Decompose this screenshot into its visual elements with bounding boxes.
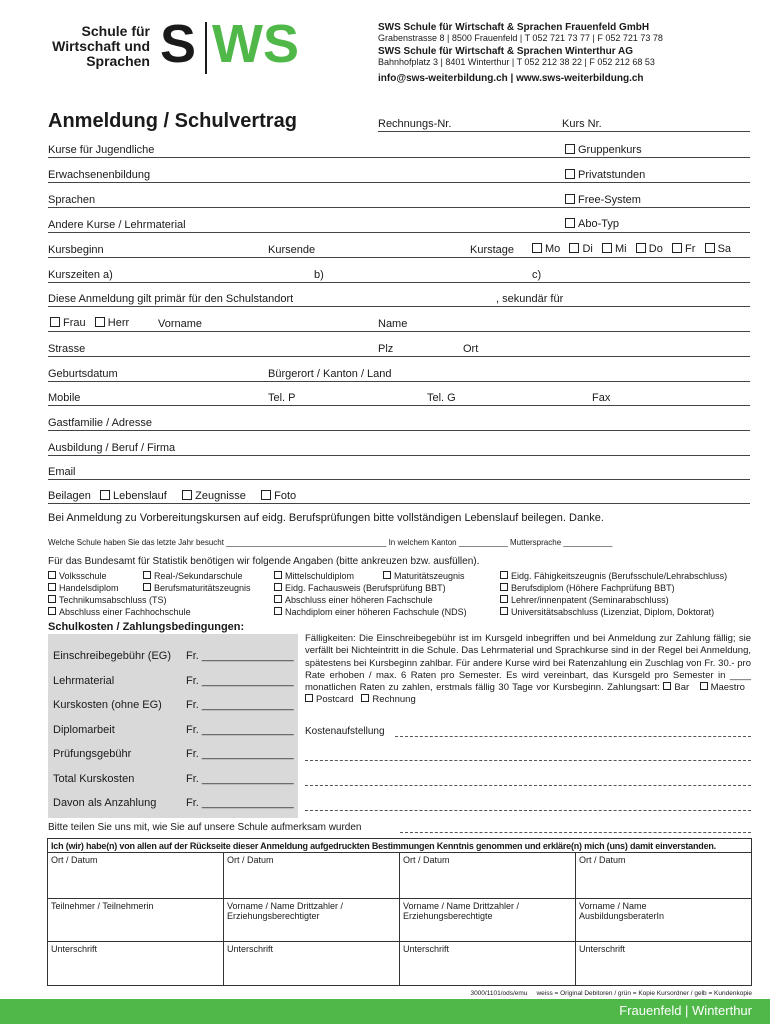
fr-field[interactable]: Fr. _______________ (186, 650, 294, 662)
sig-cell[interactable] (223, 898, 400, 942)
cost-row (53, 772, 294, 798)
frau-label: Frau (63, 317, 86, 329)
vorbereitung-note: Bei Anmeldung zu Vorbereitungskursen auf eidg. Berufsprüfungen bitte vollständigen Lebenslauf beilegen. Danke. (48, 512, 604, 524)
option-label: Zeugnisse (195, 490, 246, 502)
checkbox[interactable] (500, 583, 508, 591)
kosten-line[interactable] (305, 785, 751, 786)
checkbox[interactable] (48, 583, 56, 591)
tel-g-label: Tel. G (427, 392, 456, 404)
page-title: Anmeldung / Schulvertrag (48, 110, 297, 132)
cost-label: Total Kurskosten (53, 772, 135, 785)
checkbox[interactable] (274, 595, 282, 603)
option-label: Abo-Typ (578, 218, 619, 230)
row-line (48, 479, 750, 480)
checkbox[interactable] (48, 595, 56, 603)
checkbox-herr[interactable] (95, 317, 105, 327)
footer-locations: Frauenfeld | Winterthur (619, 1003, 752, 1018)
payment-label: Bar (674, 682, 690, 694)
edu-label: Abschluss einer Fachhochschule (59, 607, 191, 617)
course-type-jugendliche: Kurse für Jugendliche (48, 144, 155, 156)
fax-label: Fax (592, 392, 611, 404)
checkbox[interactable] (48, 607, 56, 615)
checkbox[interactable] (383, 571, 391, 579)
sig-cell[interactable] (47, 852, 224, 899)
row-line (48, 182, 750, 183)
faelligkeiten-text (305, 633, 751, 707)
checkbox-zeugnisse[interactable] (182, 490, 192, 500)
payment-label: Rechnung (372, 694, 416, 706)
fr-field[interactable]: Fr. _______________ (186, 699, 294, 711)
checkbox-maestro[interactable] (700, 682, 708, 690)
checkbox-bar[interactable] (663, 682, 671, 690)
checkbox-rechnung[interactable] (361, 694, 369, 702)
edu-option[interactable] (274, 606, 467, 618)
education-col-4 (500, 570, 727, 618)
geburtsdatum-label: Geburtsdatum (48, 368, 118, 380)
sig-cell-label: Ort / Datum (227, 855, 274, 865)
edu-label: Real-/Sekundarschule (154, 571, 243, 581)
rechnungs-nr-label: Rechnungs-Nr. (378, 118, 452, 130)
standort-label: Diese Anmeldung gilt primär für den Schulstandort (48, 293, 294, 305)
sig-cell-label: Ort / Datum (579, 855, 626, 865)
name-label: Name (378, 318, 408, 330)
row-line (48, 157, 750, 158)
strasse-label: Strasse (48, 343, 86, 355)
aufmerksam-label: Bitte teilen Sie uns mit, wie Sie auf unsere Schule aufmerksam wurden (48, 822, 362, 833)
beilagen-label: Beilagen (48, 490, 91, 502)
footer-code: 3000/1101/ods/emu weiss = Original Debitoren / grün = Kopie Kursordner / gelb = Kundenkopie (470, 990, 752, 997)
ort-label: Ort (463, 343, 479, 355)
edu-label: Technikumsabschluss (TS) (59, 595, 167, 605)
edu-label: Eidg. Fachausweis (Berufsprüfung BBT) (285, 583, 446, 593)
ausbildung-label: Ausbildung / Beruf / Firma (48, 442, 176, 454)
sig-cell[interactable] (223, 852, 400, 899)
edu-label: Eidg. Fähigkeitszeugnis (Berufsschule/Lehrabschluss) (511, 571, 728, 581)
cost-label: Lehrmaterial (53, 674, 115, 687)
address1-line: Grabenstrasse 8 | 8500 Frauenfeld | T 052 721 73 77 | F 052 721 73 78 (378, 33, 663, 43)
kurszeiten-c: c) (532, 269, 542, 281)
checkbox[interactable] (565, 194, 575, 204)
mobile-label: Mobile (48, 392, 81, 404)
row-line (48, 306, 750, 307)
option-free-system[interactable] (565, 194, 641, 206)
checkbox-do[interactable] (636, 243, 646, 253)
checkbox-mo[interactable] (532, 243, 542, 253)
sig-cell[interactable] (575, 941, 752, 986)
day-label: Mo (545, 243, 561, 255)
edu-option[interactable] (48, 594, 191, 606)
edu-option[interactable] (143, 582, 251, 594)
days-checkboxes[interactable] (532, 243, 731, 255)
edu-label: Berufsmaturitätszeugnis (154, 583, 251, 593)
checkbox-frau[interactable] (50, 317, 60, 327)
cost-label: Diplomarbeit (53, 723, 115, 736)
row-line (48, 430, 750, 431)
row-line (48, 356, 750, 357)
sig-cell-label: Teilnehmer / Teilnehmerin (51, 901, 154, 911)
row-line (48, 331, 750, 332)
payment-label: Maestro (710, 682, 745, 694)
option-privatstunden[interactable] (565, 169, 645, 181)
course-type-andere: Andere Kurse / Lehrmaterial (48, 219, 186, 231)
checkbox-mi[interactable] (602, 243, 612, 253)
day-label: Mi (615, 243, 627, 255)
edu-label: Lehrer/innenpatent (Seminarabschluss) (511, 595, 669, 605)
row-line (48, 207, 750, 208)
kursbeginn-label: Kursbeginn (48, 244, 104, 256)
checkbox[interactable] (143, 583, 151, 591)
checkbox[interactable] (48, 571, 56, 579)
logo-ws: WS (212, 14, 299, 74)
education-maturitaet[interactable] (383, 570, 465, 582)
cost-label: Einschreibegebühr (EG) (53, 650, 172, 662)
option-label: Free-System (578, 194, 641, 206)
sig-cell[interactable] (575, 852, 752, 899)
logo-line-1: Schule für (81, 23, 150, 39)
anrede-checkboxes[interactable] (50, 317, 129, 329)
row-line (48, 405, 750, 406)
schulkosten-title: Schulkosten / Zahlungsbedingungen: (48, 621, 245, 633)
checkbox-di[interactable] (569, 243, 579, 253)
day-label: Do (648, 243, 663, 255)
checkbox[interactable] (143, 571, 151, 579)
edu-option[interactable] (274, 594, 467, 606)
sig-cell[interactable] (47, 898, 224, 942)
edu-label: Abschluss einer höheren Fachschule (285, 595, 433, 605)
sig-cell-label: Unterschrift (579, 944, 626, 954)
edu-option[interactable] (48, 606, 191, 618)
cost-row (53, 723, 294, 749)
email-label: Email (48, 466, 76, 478)
agreement-text: Ich (wir) habe(n) von allen auf der Rückseite dieser Anmeldung aufgedruckten Bestimmungen Kenntnis genommen und erkläre(n) mich (uns) damit einverstanden. (51, 841, 716, 851)
bundesamt-note: Für das Bundesamt für Statistik benötigen wir folgende Angaben (bitte ankreuzen bzw. ausfüllen). (48, 556, 480, 567)
day-label: Di (582, 243, 593, 255)
row-line (48, 257, 750, 258)
payment-label: Postcard (316, 694, 354, 706)
kosten-line[interactable] (305, 760, 751, 761)
course-type-erwachsene: Erwachsenenbildung (48, 169, 151, 181)
address1-title: SWS Schule für Wirtschaft & Sprachen Frauenfeld GmbH (378, 22, 650, 33)
edu-label: Universitätsabschluss (Lizenziat, Diplom, Doktorat) (511, 607, 715, 617)
row-line (48, 381, 750, 382)
sekundaer-label: , sekundär für (496, 293, 564, 305)
sig-cell[interactable] (399, 852, 576, 899)
faelligkeiten-body: Fälligkeiten: Die Einschreibegebühr ist im Kursgeld inbegriffen und bei Anmeldung zur Zahlung fällig; sie verfällt bei Nichteintritt in die Schule. Das Lehrmaterial und Sprachkurse sind in der Regel bei Anmeldung, spätestens bei Kursbeginn zahlbar. Für andere Kurse wird bei Ratenzahlung ein Zuschlag von Fr. 30.- pro Rate erhoben / max. 6 Raten pro Semester. Es wird vereinbart, das Kursgeld pro Semester in ____ monatlichen Raten zu zahlen, erstmals fällig 30 Tage vor Kursbeginn. Zahlungsart: (305, 633, 751, 694)
cost-row (53, 748, 294, 773)
cost-label: Kurskosten (ohne EG) (53, 699, 162, 711)
cost-row (53, 674, 294, 700)
option-label: Lebenslauf (113, 490, 167, 502)
option-abo-typ[interactable] (565, 218, 619, 230)
option-label: Privatstunden (578, 169, 646, 181)
cost-row (53, 699, 294, 724)
cost-label: Prüfungsgebühr (53, 748, 132, 760)
checkbox[interactable] (274, 583, 282, 591)
logo-s: S (160, 14, 197, 74)
checkbox-sa[interactable] (705, 243, 715, 253)
kurszeiten-b: b) (314, 269, 324, 281)
sig-cell[interactable] (399, 941, 576, 986)
row-line (48, 503, 750, 504)
education-col-2 (143, 570, 251, 594)
edu-label: Nachdiplom einer höheren Fachschule (NDS) (285, 607, 467, 617)
checkbox[interactable] (500, 607, 508, 615)
sig-cell-label: Vorname / Name Drittzahler / Erziehungsberechtigte (403, 901, 520, 921)
logo-divider (205, 22, 207, 74)
checkbox-postcard[interactable] (305, 694, 313, 702)
gastfamilie-label: Gastfamilie / Adresse (48, 417, 152, 429)
fr-field[interactable]: Fr. _______________ (186, 797, 294, 809)
kurstage-label: Kurstage (470, 244, 515, 256)
address2-title: SWS Schule für Wirtschaft & Sprachen Winterthur AG (378, 46, 634, 57)
fr-field[interactable]: Fr. _______________ (186, 748, 294, 760)
vorname-label: Vorname (158, 318, 203, 330)
fr-field[interactable]: Fr. _______________ (186, 674, 294, 687)
kursende-label: Kursende (268, 244, 316, 256)
edu-label: Mittelschuldiplom (285, 571, 355, 581)
day-label: Fr (685, 243, 696, 255)
buergerort-label: Bürgerort / Kanton / Land (268, 368, 392, 380)
kosten-line[interactable] (395, 736, 751, 737)
checkbox[interactable] (500, 571, 508, 579)
plz-label: Plz (378, 343, 394, 355)
checkbox[interactable] (565, 144, 575, 154)
edu-option[interactable] (500, 606, 727, 618)
kurs-nr-label: Kurs Nr. (562, 118, 602, 130)
sig-cell-label: Vorname / Name Drittzahler / Erziehungsberechtigter (227, 901, 344, 921)
checkbox[interactable] (500, 595, 508, 603)
header-addresses (378, 22, 663, 84)
sig-cell-label: Ort / Datum (403, 855, 450, 865)
contact-line[interactable]: info@sws-weiterbildung.ch | www.sws-weiterbildung.ch (378, 73, 644, 84)
edu-option[interactable] (274, 582, 467, 594)
kosten-line[interactable] (305, 810, 751, 811)
checkbox-lebenslauf[interactable] (100, 490, 110, 500)
edu-option[interactable] (500, 570, 727, 582)
sig-cell-label: Unterschrift (51, 944, 98, 954)
logo-text (40, 24, 150, 69)
edu-label: Maturitätszeugnis (394, 571, 465, 581)
cost-rows (53, 650, 294, 822)
checkbox-foto[interactable] (261, 490, 271, 500)
row-line (48, 282, 750, 283)
fr-field[interactable]: Fr. _______________ (186, 723, 294, 736)
sig-cell-label: Vorname / Name AusbildungsberaterIn (579, 901, 665, 921)
herr-label: Herr (107, 317, 130, 329)
sig-cell-label: Unterschrift (227, 944, 274, 954)
kostenaufstellung-label: Kostenaufstellung (305, 726, 385, 737)
logo-line-2: Wirtschaft und (52, 38, 150, 54)
edu-option[interactable] (500, 594, 727, 606)
sig-cell[interactable] (399, 898, 576, 942)
checkbox[interactable] (274, 571, 282, 579)
sig-cell[interactable] (575, 898, 752, 942)
sig-cell[interactable] (47, 941, 224, 986)
edu-option[interactable] (500, 582, 727, 594)
row-line (48, 455, 750, 456)
day-label: Sa (717, 243, 732, 255)
aufmerksam-line[interactable] (400, 832, 751, 833)
welche-schule-line: Welche Schule haben Sie das letzte Jahr besucht ____________________________________ In welchem Kanton ___________ Muttersprache ___________ (48, 538, 613, 547)
edu-label: Volksschule (59, 571, 107, 581)
edu-label: Handelsdiplom (59, 583, 119, 593)
checkbox[interactable] (274, 607, 282, 615)
cost-label: Davon als Anzahlung (53, 797, 157, 809)
cost-row (53, 650, 294, 675)
logo-line-3: Sprachen (86, 53, 150, 69)
address2-line: Bahnhofplatz 3 | 8401 Winterthur | T 052 212 38 22 | F 052 212 68 53 (378, 57, 655, 67)
row-line (48, 232, 750, 233)
beilagen-row[interactable] (48, 490, 296, 502)
cost-row (53, 797, 294, 822)
checkbox[interactable] (565, 169, 575, 179)
sig-cell[interactable] (223, 941, 400, 986)
fr-field[interactable]: Fr. _______________ (186, 772, 294, 785)
kurszeiten-a: Kurszeiten a) (48, 269, 113, 281)
option-label: Gruppenkurs (578, 144, 642, 156)
course-type-sprachen: Sprachen (48, 194, 96, 206)
option-gruppenkurs[interactable] (565, 144, 642, 156)
sig-cell-label: Unterschrift (403, 944, 450, 954)
tel-p-label: Tel. P (268, 392, 296, 404)
checkbox[interactable] (565, 218, 575, 228)
edu-label: Berufsdiplom (Höhere Fachprüfung BBT) (511, 583, 675, 593)
option-label: Foto (274, 490, 297, 502)
edu-option[interactable] (143, 570, 251, 582)
title-row-line (378, 131, 750, 132)
sig-cell-label: Ort / Datum (51, 855, 98, 865)
checkbox-fr[interactable] (672, 243, 682, 253)
